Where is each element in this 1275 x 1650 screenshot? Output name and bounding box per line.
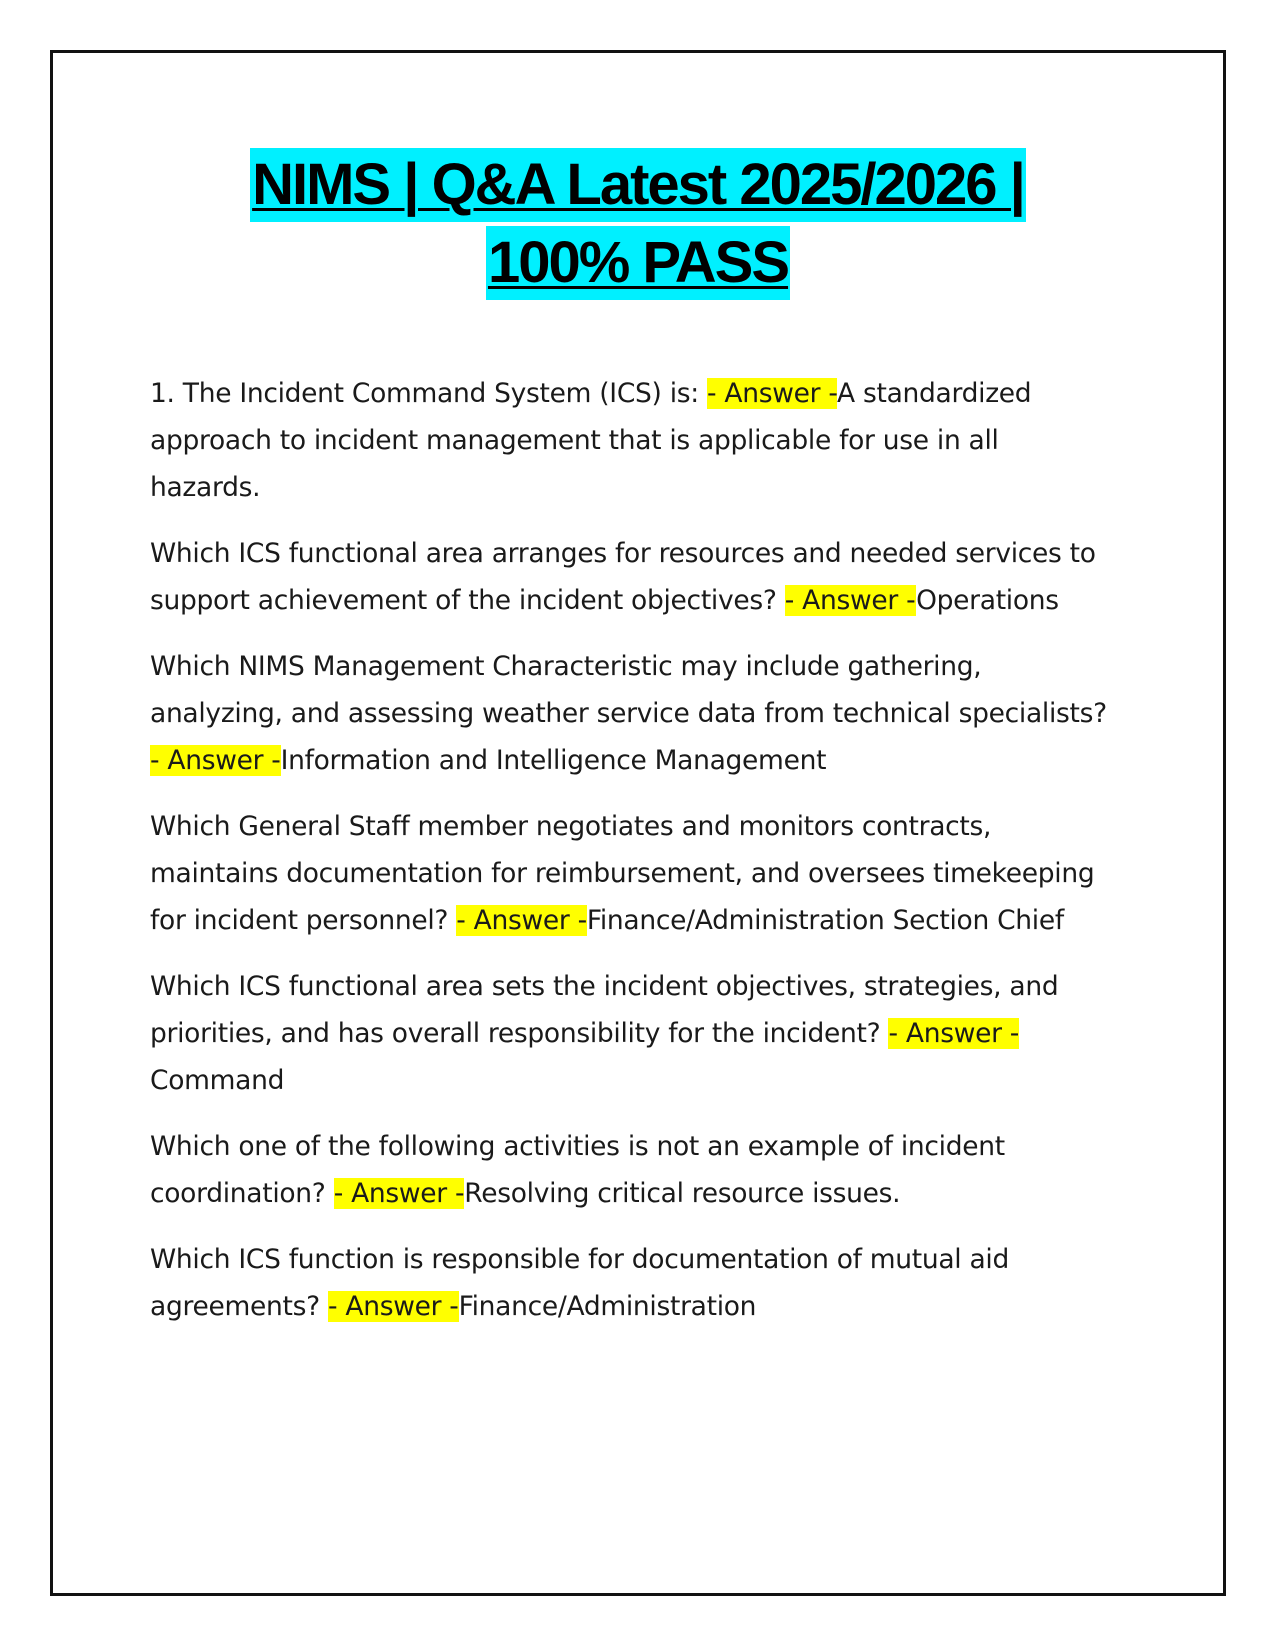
question-text: 1. The Incident Command System (ICS) is:: [150, 378, 708, 409]
answer-marker: - Answer -: [456, 905, 587, 936]
title-line-1: NIMS | Q&A Latest 2025/2026 |: [250, 148, 1026, 222]
answer-text: A standardized approach to incident management that is applicable for use in all hazards.: [150, 378, 1032, 503]
qa-item: [150, 370, 1110, 511]
qa-item: [150, 963, 1110, 1104]
answer-marker: - Answer -: [327, 1291, 459, 1322]
answer-marker: - Answer -: [150, 745, 281, 776]
answer-marker: - Answer -: [333, 1178, 465, 1209]
answer-marker: - Answer -: [707, 378, 838, 409]
title-line-2: 100% PASS: [486, 226, 790, 300]
question-text: Which ICS functional area arranges for resources and needed services to support achievement of the incident objectives?: [150, 538, 1096, 616]
question-text: Which ICS functional area sets the incident objectives, strategies, and priorities, and has overall responsibility for the incident?: [150, 971, 1059, 1049]
question-text: Which NIMS Management Characteristic may include gathering, analyzing, and assessing weather service data from technical specialists?: [150, 651, 1107, 729]
qa-item: [150, 1236, 1110, 1330]
document-title: [50, 148, 1226, 300]
answer-marker: - Answer -: [888, 1018, 1020, 1049]
qa-list: [150, 370, 1110, 1349]
answer-text: Information and Intelligence Management: [280, 745, 827, 776]
qa-item: [150, 643, 1110, 784]
question-text: Which ICS function is responsible for documentation of mutual aid agreements?: [150, 1244, 1010, 1322]
answer-text: Resolving critical resource issues.: [464, 1178, 901, 1209]
answer-marker: - Answer -: [784, 585, 917, 616]
answer-text: Finance/Administration: [458, 1291, 757, 1322]
question-text: Which General Staff member negotiates and monitors contracts, maintains documentation for reimbursement, and oversees timekeeping for incident personnel?: [150, 811, 1095, 936]
qa-item: [150, 530, 1110, 624]
qa-item: [150, 1123, 1110, 1217]
question-text: Which one of the following activities is not an example of incident coordination?: [150, 1131, 1005, 1209]
qa-item: [150, 803, 1110, 944]
answer-text: Operations: [916, 585, 1059, 616]
answer-text: Command: [150, 1065, 285, 1096]
answer-text: Finance/Administration Section Chief: [586, 905, 1064, 936]
